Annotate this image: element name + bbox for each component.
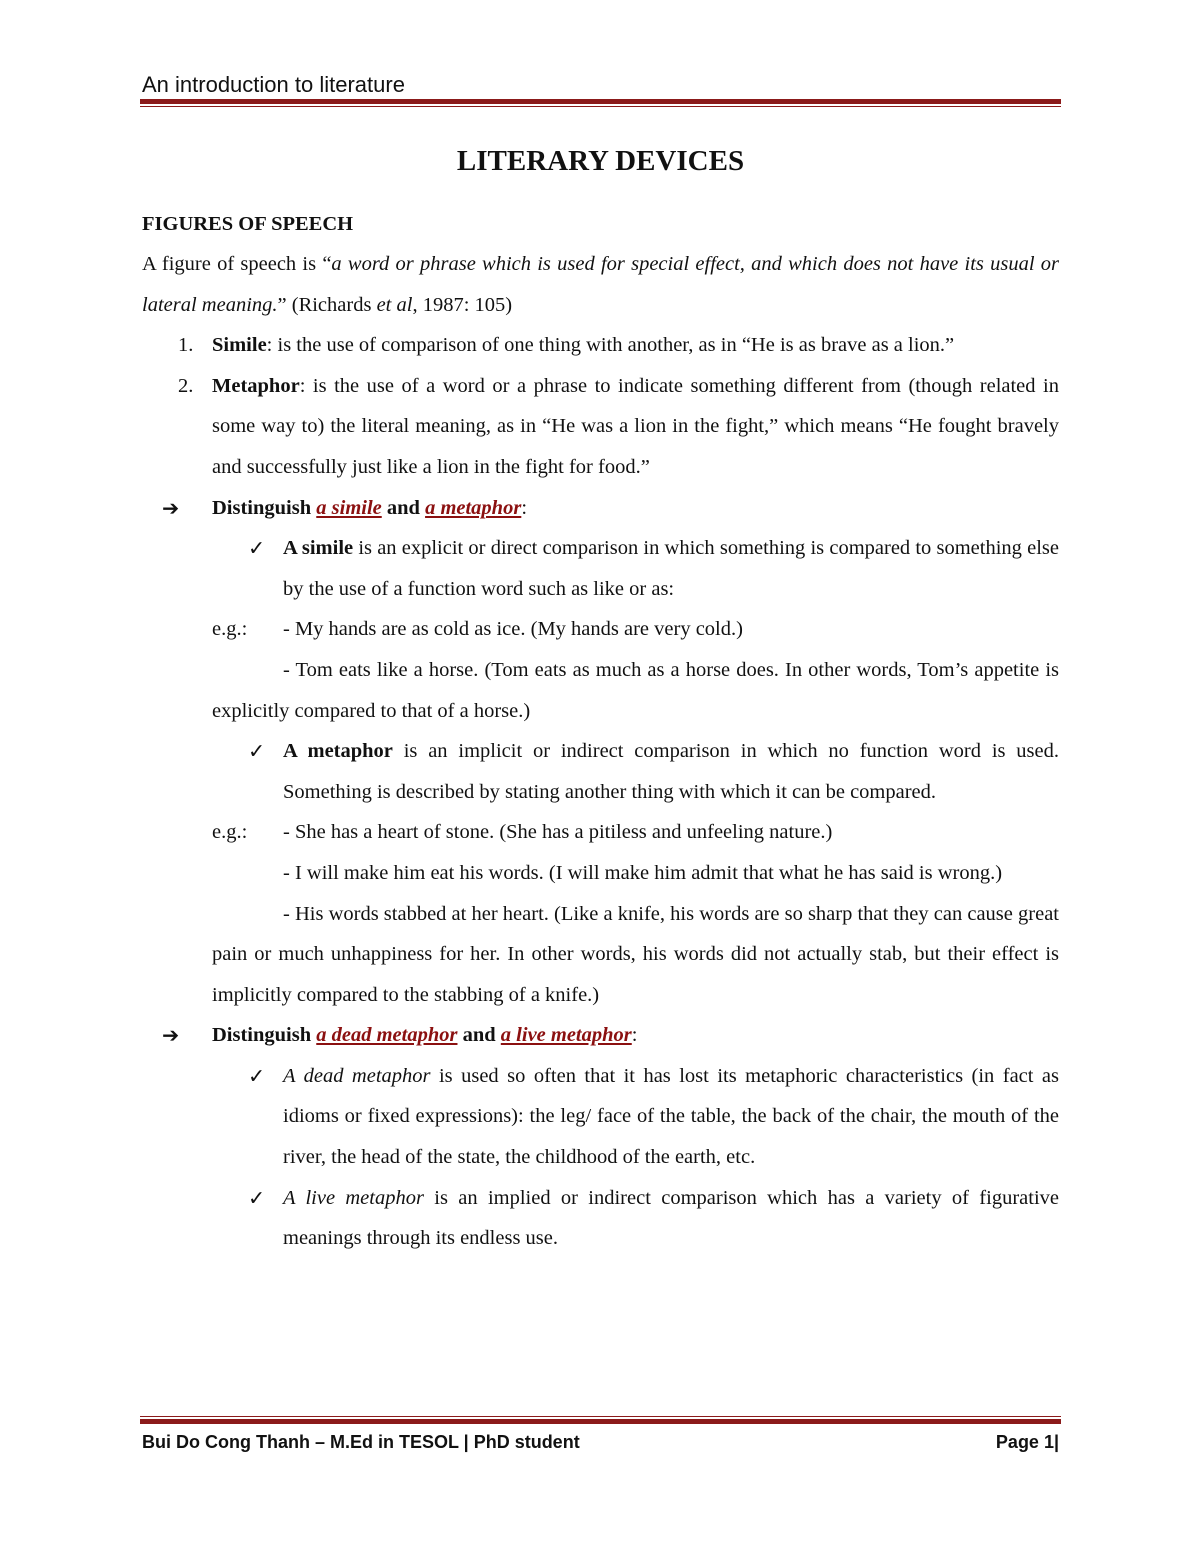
dead-metaphor-text: is used so often that it has lost its metaphoric characteristics (in fact as idioms or fixed expressions): the leg/ face of the table, the back of the chair, the mouth of the river, the head of the state, the childhood of the earth, etc. (283, 1064, 1059, 1169)
term-a-simile: a simile (316, 496, 382, 519)
header-rule (140, 99, 1061, 107)
term-simile: Simile (212, 334, 267, 357)
distinguish-lead: Distinguish (212, 1024, 317, 1047)
dead-metaphor-term: A dead metaphor (283, 1064, 431, 1087)
distinguish-and: and (381, 496, 426, 519)
distinguish-colon: : (521, 496, 528, 519)
metaphor-note-term: A metaphor (283, 740, 393, 763)
example-text: - She has a heart of stone. (She has a pitiless and unfeeling nature.) (283, 821, 833, 844)
metaphor-example-3: - His words stabbed at her heart. (Like a knife, his words are so sharp that they can cause great pain or much unhappiness for her. In other words, his words did not actually stab, but their effect is implicitly compared to the stabbing of a knife.) (212, 902, 1059, 1006)
live-metaphor-text: is an implied or indirect comparison which has a variety of figurative meanings through its endless use. (283, 1186, 1059, 1250)
checkmark-icon: ✓ (248, 1063, 266, 1088)
simile-note-term: A simile (283, 537, 354, 560)
arrow-icon: ➔ (162, 1023, 180, 1048)
distinguish-heading-1 (142, 488, 1059, 529)
term-metaphor: Metaphor (212, 374, 300, 397)
document-title: LITERARY DEVICES (456, 145, 745, 177)
eg-label: e.g.: (212, 618, 248, 641)
definition-paragraph (142, 244, 1059, 325)
definition-close: ” (Richards (277, 293, 377, 316)
definition-lead: A figure of speech is “ (142, 253, 332, 275)
checkmark-icon: ✓ (248, 536, 266, 561)
list-item-simile (142, 325, 1059, 366)
citation-etal: et al (376, 293, 413, 316)
distinguish-heading-2 (142, 1015, 1059, 1056)
distinguish-lead: Distinguish (212, 496, 317, 519)
simile-definition: : is the use of comparison of one thing with another, as in “He is as brave as a lion.” (266, 334, 955, 357)
metaphor-note (142, 731, 1059, 812)
running-header: An introduction to literature (142, 72, 405, 97)
metaphor-definition: : is the use of a word or a phrase to indicate something different from (though related in some way to) the literal meaning, as in “He was a lion in the fight,” which means “He fought bravely and successfully just like a lion in the fight for food.” (212, 374, 1059, 478)
list-item-metaphor (142, 366, 1059, 488)
live-metaphor-note (142, 1178, 1059, 1259)
simile-note (142, 528, 1059, 609)
list-number: 1. (178, 334, 194, 357)
term-live-metaphor: a live metaphor (500, 1024, 632, 1047)
metaphor-example-2: - I will make him eat his words. (I will make him admit that what he has said is wrong.) (283, 861, 1003, 884)
term-a-metaphor: a metaphor (425, 496, 522, 519)
eg-label: e.g.: (212, 821, 248, 844)
example-text: - My hands are as cold as ice. (My hands are very cold.) (283, 618, 743, 641)
footer-rule (140, 1416, 1061, 1424)
checkmark-icon: ✓ (248, 739, 266, 764)
simile-note-text: is an explicit or direct comparison in which something is compared to something else by the use of a function word such as like or as: (283, 537, 1059, 600)
page-body (142, 140, 1059, 1259)
simile-example-2: - Tom eats like a horse. (Tom eats as much as a horse does. In other words, Tom’s appetite is explicitly compared to that of a horse.) (212, 658, 1059, 722)
arrow-icon: ➔ (162, 495, 180, 520)
metaphor-note-text: is an implicit or indirect comparison in which no function word is used. Something is described by stating another thing with which it can be compared. (283, 740, 1060, 803)
citation: , 1987: 105) (412, 293, 513, 316)
list-number: 2. (178, 374, 194, 397)
footer-author: Bui Do Cong Thanh – M.Ed in TESOL | PhD student (142, 1432, 580, 1452)
term-dead-metaphor: a dead metaphor (316, 1024, 458, 1047)
live-metaphor-term: A live metaphor (283, 1186, 424, 1209)
section-heading: FIGURES OF SPEECH (142, 213, 354, 235)
metaphor-example-1 (142, 812, 1059, 853)
simile-example-1 (142, 609, 1059, 650)
distinguish-and: and (457, 1024, 501, 1047)
definition-quote: a word or phrase which is used for special effect, and which does not have its usual or lateral meaning. (142, 253, 1059, 316)
checkmark-icon: ✓ (248, 1185, 266, 1210)
page-number: Page 1| (995, 1432, 1059, 1452)
distinguish-colon: : (631, 1024, 638, 1047)
dead-metaphor-note (142, 1056, 1059, 1178)
